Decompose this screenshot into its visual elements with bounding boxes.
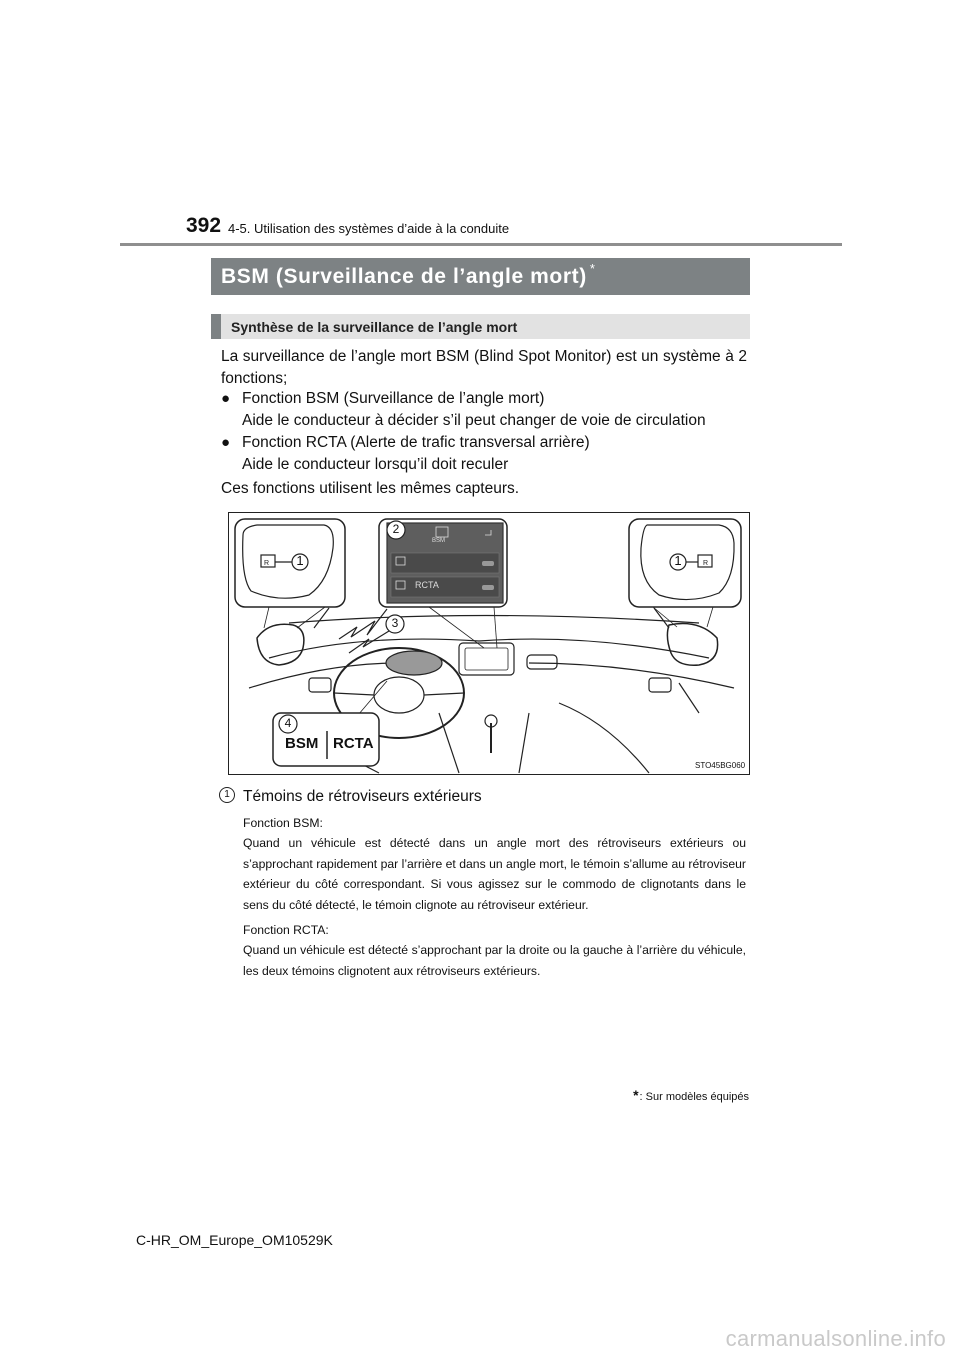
callout-4: 4 [284, 716, 292, 730]
bullet-dot: ● [221, 434, 231, 451]
svg-text:R: R [703, 560, 709, 567]
bullet-bsm [221, 388, 747, 432]
figure-code: STO45BG060 [695, 761, 746, 770]
item-number-1: 1 [219, 787, 235, 803]
subsection-title: Synthèse de la surveillance de l’angle mort [231, 318, 518, 335]
svg-text:R: R [264, 560, 270, 567]
page-number: 392 [186, 214, 222, 237]
footnote [633, 1087, 749, 1103]
bullet-rcta-desc: Aide le conducteur lorsqu’il doit reculer [242, 456, 509, 473]
intro-paragraph: La surveillance de l’angle mort BSM (Blind Spot Monitor) est un système à 2 fonctions; [221, 348, 747, 387]
bullet-rcta [221, 432, 747, 476]
section-title: BSM (Surveillance de l’angle mort) [221, 264, 587, 288]
callout-1-left: 1 [296, 553, 304, 568]
rcta-switch-label: RCTA [333, 735, 374, 752]
chapter-heading: 4-5. Utilisation des systèmes d’aide à la conduite [228, 221, 510, 236]
screen-rcta-label: RCTA [415, 580, 439, 590]
callout-3: 3 [391, 616, 399, 630]
bullet-bsm-desc: Aide le conducteur à décider s’il peut changer de voie de circulation [242, 412, 706, 429]
callout-2: 2 [392, 522, 400, 536]
item-title: Témoins de rétroviseurs extérieurs [243, 788, 482, 805]
dashboard-illustration [228, 512, 750, 775]
header-rule [120, 243, 842, 246]
equipped-marker: * [589, 261, 595, 276]
bsm-function-desc: Quand un véhicule est détecté dans un angle mort des rétroviseurs extérieurs ou s’approchant rapidement par l’arrière et dans un angle mort, le témoin s’allume au rétroviseur extérieur du côté correspondant. Si vous agissez sur le commodo de clignotants dans le sens du côté détecté, le témoin clignote au rétroviseur extérieur. [243, 836, 746, 912]
bullet-bsm-title: Fonction BSM (Surveillance de l’angle mort) [242, 390, 545, 407]
footnote-text: : Sur modèles équipés [639, 1091, 749, 1103]
callout-1-right: 1 [674, 553, 682, 568]
watermark: carmanualsonline.info [725, 1326, 946, 1351]
rcta-function-desc: Quand un véhicule est détecté s’approchant par la droite ou la gauche à l’arrière du véhicule, les deux témoins clignotent aux rétroviseurs extérieurs. [243, 943, 746, 978]
bullet-dot: ● [221, 390, 231, 407]
screen-bsm-label: BSM [432, 538, 446, 544]
footnote-marker: * [633, 1087, 639, 1103]
bsm-switch-label: BSM [285, 735, 319, 752]
subsection-bar [211, 314, 750, 339]
section-title-bar [211, 258, 750, 295]
document-code: C-HR_OM_Europe_OM10529K [136, 1232, 333, 1248]
rcta-function-label: Fonction RCTA: [243, 923, 329, 937]
bullet-rcta-title: Fonction RCTA (Alerte de trafic transversal arrière) [242, 434, 590, 451]
closing-paragraph: Ces fonctions utilisent les mêmes capteurs. [221, 480, 520, 497]
subsection-marker [211, 314, 221, 339]
bsm-function-label: Fonction BSM: [243, 816, 323, 830]
